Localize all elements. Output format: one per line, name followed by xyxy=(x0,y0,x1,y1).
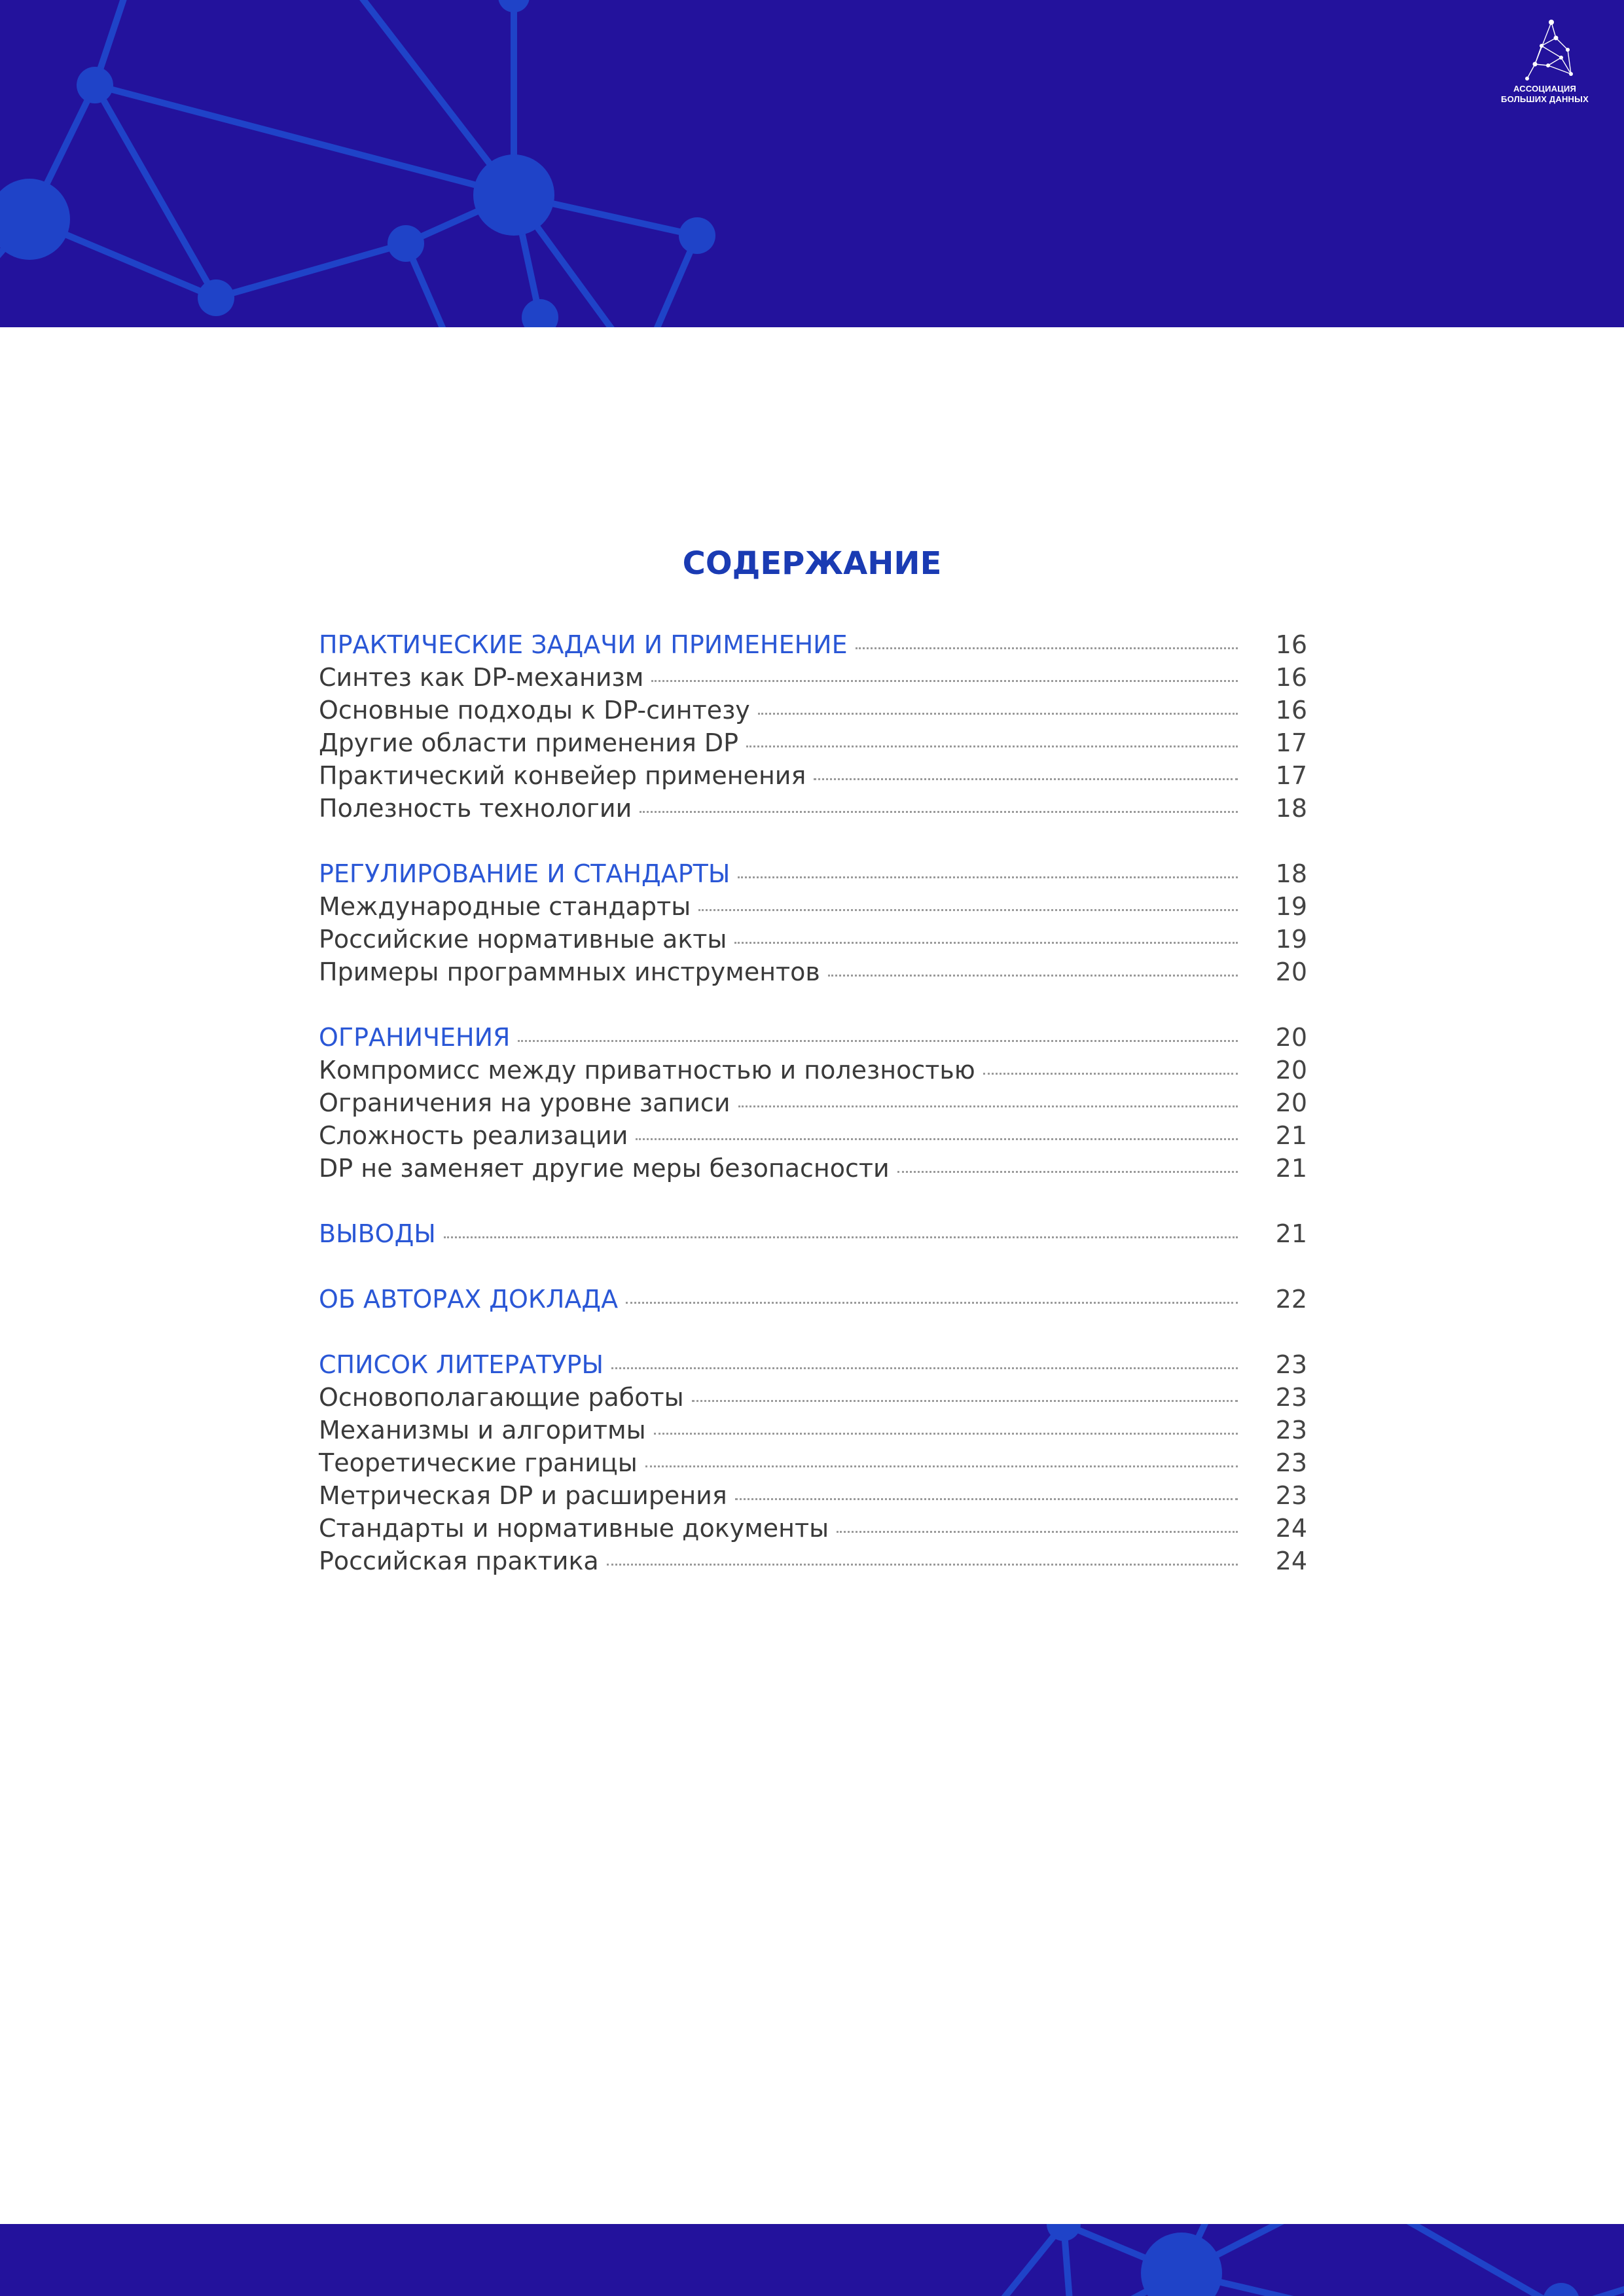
network-decoration xyxy=(0,0,1624,327)
page-number: 16 xyxy=(1275,696,1307,725)
toc-item-row[interactable] xyxy=(319,1152,1307,1185)
toc-section-row[interactable] xyxy=(319,1021,1307,1054)
page-number: 22 xyxy=(1275,1285,1307,1314)
dot-leader xyxy=(607,1564,1238,1566)
constellation-logo-icon xyxy=(1515,18,1574,84)
dot-leader xyxy=(758,713,1238,715)
page-number: 23 xyxy=(1275,1416,1307,1444)
toc-item-row[interactable] xyxy=(319,1381,1307,1414)
association-logo xyxy=(1499,18,1591,105)
dot-leader xyxy=(738,1105,1238,1107)
logo-line-1: АССОЦИАЦИЯ xyxy=(1513,84,1577,94)
toc-group xyxy=(319,1021,1307,1185)
toc-item-label: Механизмы и алгоритмы xyxy=(319,1416,646,1444)
toc-item-row[interactable] xyxy=(319,1086,1307,1119)
page-number: 23 xyxy=(1275,1383,1307,1412)
dot-leader xyxy=(654,1433,1238,1435)
page-number: 21 xyxy=(1275,1219,1307,1248)
toc-item-label: Российские нормативные акты xyxy=(319,925,727,954)
page-number: 17 xyxy=(1275,728,1307,757)
dot-leader xyxy=(698,909,1238,911)
toc-item-row[interactable] xyxy=(319,694,1307,726)
dot-leader xyxy=(626,1302,1238,1304)
toc-group xyxy=(319,1217,1307,1250)
toc-item-label: DP не заменяет другие меры безопасности xyxy=(319,1154,890,1183)
toc-item-row[interactable] xyxy=(319,1545,1307,1577)
toc-item-row[interactable] xyxy=(319,956,1307,988)
toc-item-row[interactable] xyxy=(319,1512,1307,1545)
dot-leader xyxy=(444,1236,1238,1238)
dot-leader xyxy=(636,1138,1238,1140)
toc-item-label: Российская практика xyxy=(319,1547,599,1575)
toc-item-row[interactable] xyxy=(319,1446,1307,1479)
page-number: 24 xyxy=(1275,1547,1307,1575)
toc-item-row[interactable] xyxy=(319,759,1307,792)
toc-item-label: Ограничения на уровне записи xyxy=(319,1088,731,1117)
dot-leader xyxy=(735,1498,1238,1500)
page-number: 20 xyxy=(1275,1056,1307,1085)
dot-leader xyxy=(734,942,1238,944)
toc-item-label: Практический конвейер применения xyxy=(319,761,806,790)
logo-line-2: БОЛЬШИХ ДАННЫХ xyxy=(1501,94,1589,104)
toc-group xyxy=(319,857,1307,988)
toc-section-row[interactable] xyxy=(319,628,1307,661)
page-title: СОДЕРЖАНИЕ xyxy=(682,545,942,582)
toc-section-row[interactable] xyxy=(319,857,1307,890)
page-number: 17 xyxy=(1275,761,1307,790)
toc-item-row[interactable] xyxy=(319,792,1307,825)
dot-leader xyxy=(640,811,1238,813)
dot-leader xyxy=(651,680,1238,682)
toc-section-label: ОГРАНИЧЕНИЯ xyxy=(319,1023,511,1052)
toc-section-label: ОБ АВТОРАХ ДОКЛАДА xyxy=(319,1285,619,1314)
toc-section-row[interactable] xyxy=(319,1348,1307,1381)
page-number: 23 xyxy=(1275,1481,1307,1510)
toc-item-label: Метрическая DP и расширения xyxy=(319,1481,727,1510)
dot-leader xyxy=(518,1040,1238,1042)
footer-band xyxy=(0,2224,1624,2296)
page-number: 21 xyxy=(1275,1121,1307,1150)
toc-item-row[interactable] xyxy=(319,726,1307,759)
toc-item-row[interactable] xyxy=(319,1479,1307,1512)
toc-item-label: Стандарты и нормативные документы xyxy=(319,1514,829,1543)
dot-leader xyxy=(828,975,1238,977)
dot-leader xyxy=(645,1465,1238,1467)
page-number: 18 xyxy=(1275,794,1307,823)
toc-item-label: Основополагающие работы xyxy=(319,1383,684,1412)
page-number: 24 xyxy=(1275,1514,1307,1543)
toc-item-label: Международные стандарты xyxy=(319,892,691,921)
toc-group xyxy=(319,1348,1307,1577)
page-number: 23 xyxy=(1275,1448,1307,1477)
table-of-contents xyxy=(319,628,1307,1610)
toc-section-label: ПРАКТИЧЕСКИЕ ЗАДАЧИ И ПРИМЕНЕНИЕ xyxy=(319,630,848,659)
page-number: 20 xyxy=(1275,958,1307,986)
dot-leader xyxy=(837,1531,1238,1533)
toc-item-label: Компромисс между приватностью и полезностью xyxy=(319,1056,975,1085)
page-number: 19 xyxy=(1275,892,1307,921)
toc-section-label: ВЫВОДЫ xyxy=(319,1219,436,1248)
dot-leader xyxy=(746,745,1238,747)
page-number: 21 xyxy=(1275,1154,1307,1183)
toc-item-row[interactable] xyxy=(319,661,1307,694)
toc-item-row[interactable] xyxy=(319,1119,1307,1152)
dot-leader xyxy=(611,1367,1238,1369)
toc-item-row[interactable] xyxy=(319,1414,1307,1446)
toc-item-row[interactable] xyxy=(319,1054,1307,1086)
toc-section-label: СПИСОК ЛИТЕРАТУРЫ xyxy=(319,1350,604,1379)
page-number: 18 xyxy=(1275,859,1307,888)
dot-leader xyxy=(692,1400,1238,1402)
toc-section-row[interactable] xyxy=(319,1283,1307,1316)
page-number: 19 xyxy=(1275,925,1307,954)
toc-section-label: РЕГУЛИРОВАНИЕ И СТАНДАРТЫ xyxy=(319,859,731,888)
toc-item-label: Другие области применения DP xyxy=(319,728,739,757)
toc-section-row[interactable] xyxy=(319,1217,1307,1250)
header-band xyxy=(0,0,1624,327)
dot-leader xyxy=(814,778,1238,780)
page-number: 16 xyxy=(1275,630,1307,659)
toc-item-label: Основные подходы к DP-синтезу xyxy=(319,696,750,725)
dot-leader xyxy=(856,647,1238,649)
toc-item-label: Полезность технологии xyxy=(319,794,632,823)
toc-item-label: Теоретические границы xyxy=(319,1448,638,1477)
page-number: 16 xyxy=(1275,663,1307,692)
toc-item-row[interactable] xyxy=(319,890,1307,923)
toc-item-label: Примеры программных инструментов xyxy=(319,958,820,986)
toc-item-label: Сложность реализации xyxy=(319,1121,628,1150)
page-number: 20 xyxy=(1275,1023,1307,1052)
page-number: 20 xyxy=(1275,1088,1307,1117)
toc-group xyxy=(319,1283,1307,1316)
dot-leader xyxy=(897,1171,1238,1173)
footer-network-decoration xyxy=(0,2224,1624,2296)
dot-leader xyxy=(983,1073,1238,1075)
toc-item-row[interactable] xyxy=(319,923,1307,956)
page-number: 23 xyxy=(1275,1350,1307,1379)
toc-group xyxy=(319,628,1307,825)
toc-item-label: Синтез как DP-механизм xyxy=(319,663,644,692)
dot-leader xyxy=(738,876,1238,878)
